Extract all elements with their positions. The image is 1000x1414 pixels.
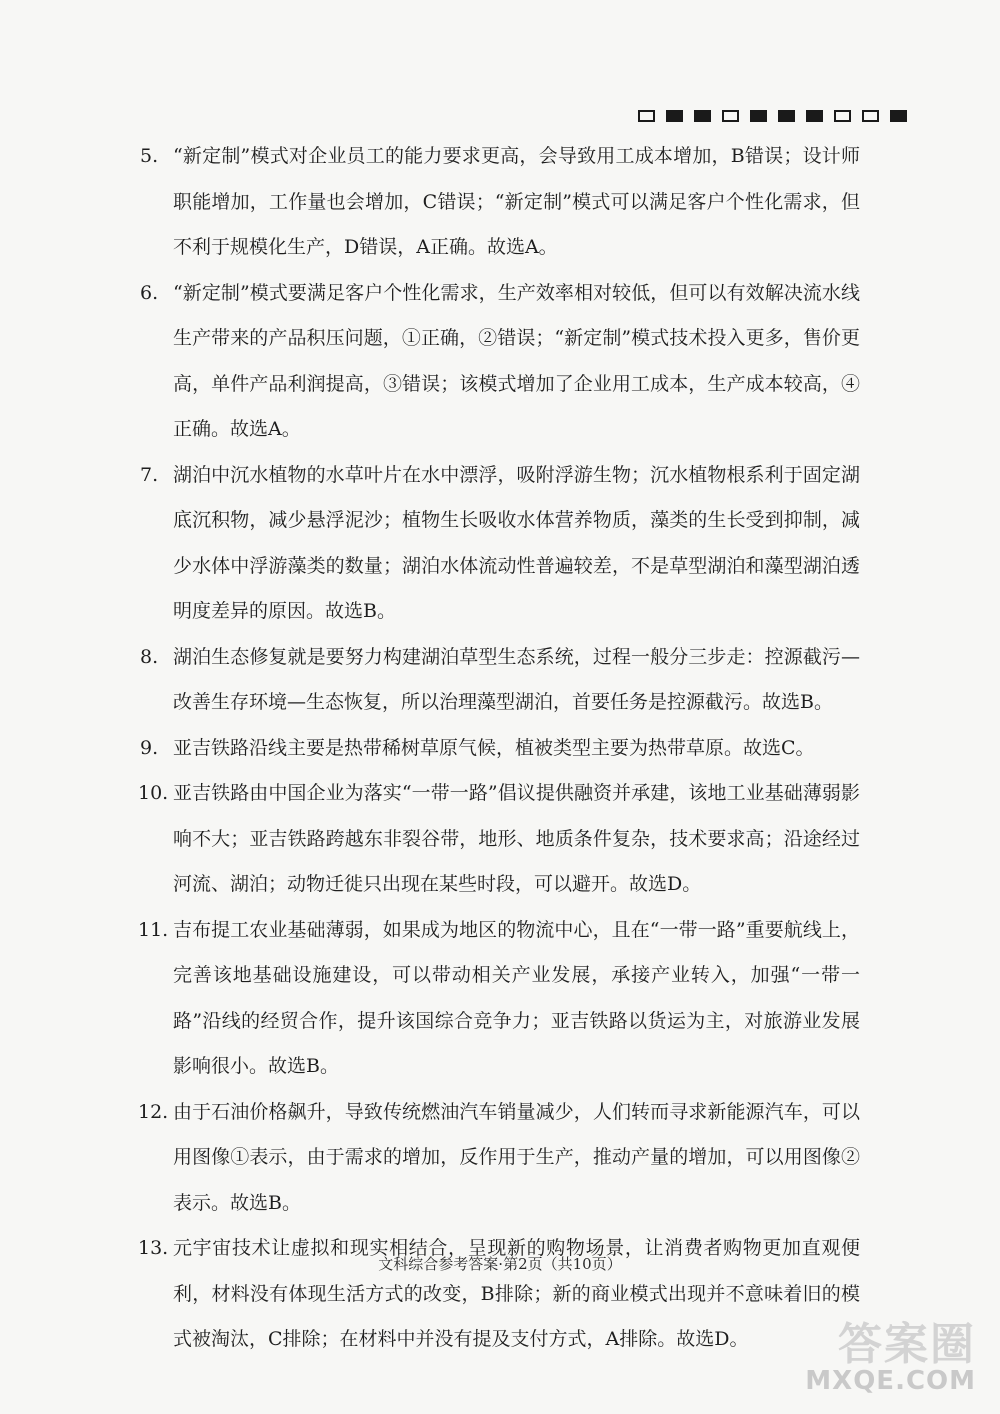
answer-number: 7. [140,463,159,486]
marker-8 [862,110,879,122]
site-watermark [805,1308,976,1396]
marker-0 [638,110,655,122]
answer-number: 11. [138,918,169,941]
answer-text: 亚吉铁路沿线主要是热带稀树草原气候，植被类型主要为热带草原。故选C。 [173,736,815,759]
answer-item-7 [0,453,860,635]
answer-number: 9. [140,736,159,759]
answer-item-11 [0,908,860,1090]
answer-text: “新定制”模式要满足客户个性化需求，生产效率相对较低，但可以有效解决流水线生产带来的产品积压问题，①正确，②错误；“新定制”模式技术投入更多，售价更高，单件产品利润提高，③错误；该模式增加了企业用工成本，生产成本较高，④正确。故选A。 [173,281,860,440]
answer-number: 8. [140,645,159,668]
answer-item-5 [0,134,860,271]
answer-item-10 [0,771,860,908]
header-marker-bar [638,110,907,122]
answer-item-8 [0,635,860,726]
answer-text: 吉布提工农业基础薄弱，如果成为地区的物流中心，且在“一带一路”重要航线上，完善该地基础设施建设，可以带动相关产业发展，承接产业转入，加强“一带一路”沿线的经贸合作，提升该国综合竞争力；亚吉铁路以货运为主，对旅游业发展影响很小。故选B。 [173,918,860,1077]
marker-1 [666,110,683,122]
marker-4 [750,110,767,122]
answer-text: 湖泊中沉水植物的水草叶片在水中漂浮，吸附浮游生物；沉水植物根系利于固定湖底沉积物，减少悬浮泥沙；植物生长吸收水体营养物质，藻类的生长受到抑制，减少水体中浮游藻类的数量；湖泊水体流动性普遍较差，不是草型湖泊和藻型湖泊透明度差异的原因。故选B。 [173,463,860,622]
answer-number: 6. [140,281,159,304]
answer-item-9 [0,726,860,772]
marker-2 [694,110,711,122]
answer-number: 12. [138,1100,169,1123]
answer-number: 13. [138,1237,169,1259]
answer-text: “新定制”模式对企业员工的能力要求更高，会导致用工成本增加，B错误；设计师职能增加，工作量也会增加，C错误；“新定制”模式可以满足客户个性化需求，但不利于规模化生产，D错误，A正确。故选A。 [173,145,860,258]
answer-text: 由于石油价格飙升，导致传统燃油汽车销量减少，人们转而寻求新能源汽车，可以用图像①表示，由于需求的增加，反作用于生产，推动产量的增加，可以用图像②表示。故选B。 [173,1100,860,1214]
marker-6 [806,110,823,122]
answer-text: 亚吉铁路由中国企业为落实“一带一路”倡议提供融资并承建，该地工业基础薄弱影响不大；亚吉铁路跨越东非裂谷带，地形、地质条件复杂，技术要求高；沿途经过河流、湖泊；动物迁徙只出现在某些时段，可以避开。故选D。 [173,782,860,895]
answer-number: 5. [140,145,159,167]
watermark-seal: 答案圈 [838,1319,976,1370]
answer-text: 元宇宙技术让虚拟和现实相结合，呈现新的购物场景，让消费者购物更加直观便利，材料没有体现生活方式的改变，B排除；新的商业模式出现并不意味着旧的模式被淘汰，C排除；在材料中并没有提及支付方式，A排除。故选D。 [173,1237,860,1350]
answer-list [0,134,1000,1363]
answer-item-12 [0,1090,860,1227]
marker-9 [890,110,907,122]
answer-item-6 [0,271,860,453]
answer-text: 湖泊生态修复就是要努力构建湖泊草型生态系统，过程一般分三步走：控源截污—改善生存环境—生态恢复，所以治理藻型湖泊，首要任务是控源截污。故选B。 [173,645,860,713]
marker-3 [722,110,739,122]
page-footer: 文科综合参考答案·第2页（共10页） [378,1255,622,1273]
marker-5 [778,110,795,122]
answer-number: 10. [138,782,169,804]
marker-7 [834,110,851,122]
watermark-url: MXQE.COM [805,1366,976,1396]
answer-item-13 [0,1226,860,1363]
